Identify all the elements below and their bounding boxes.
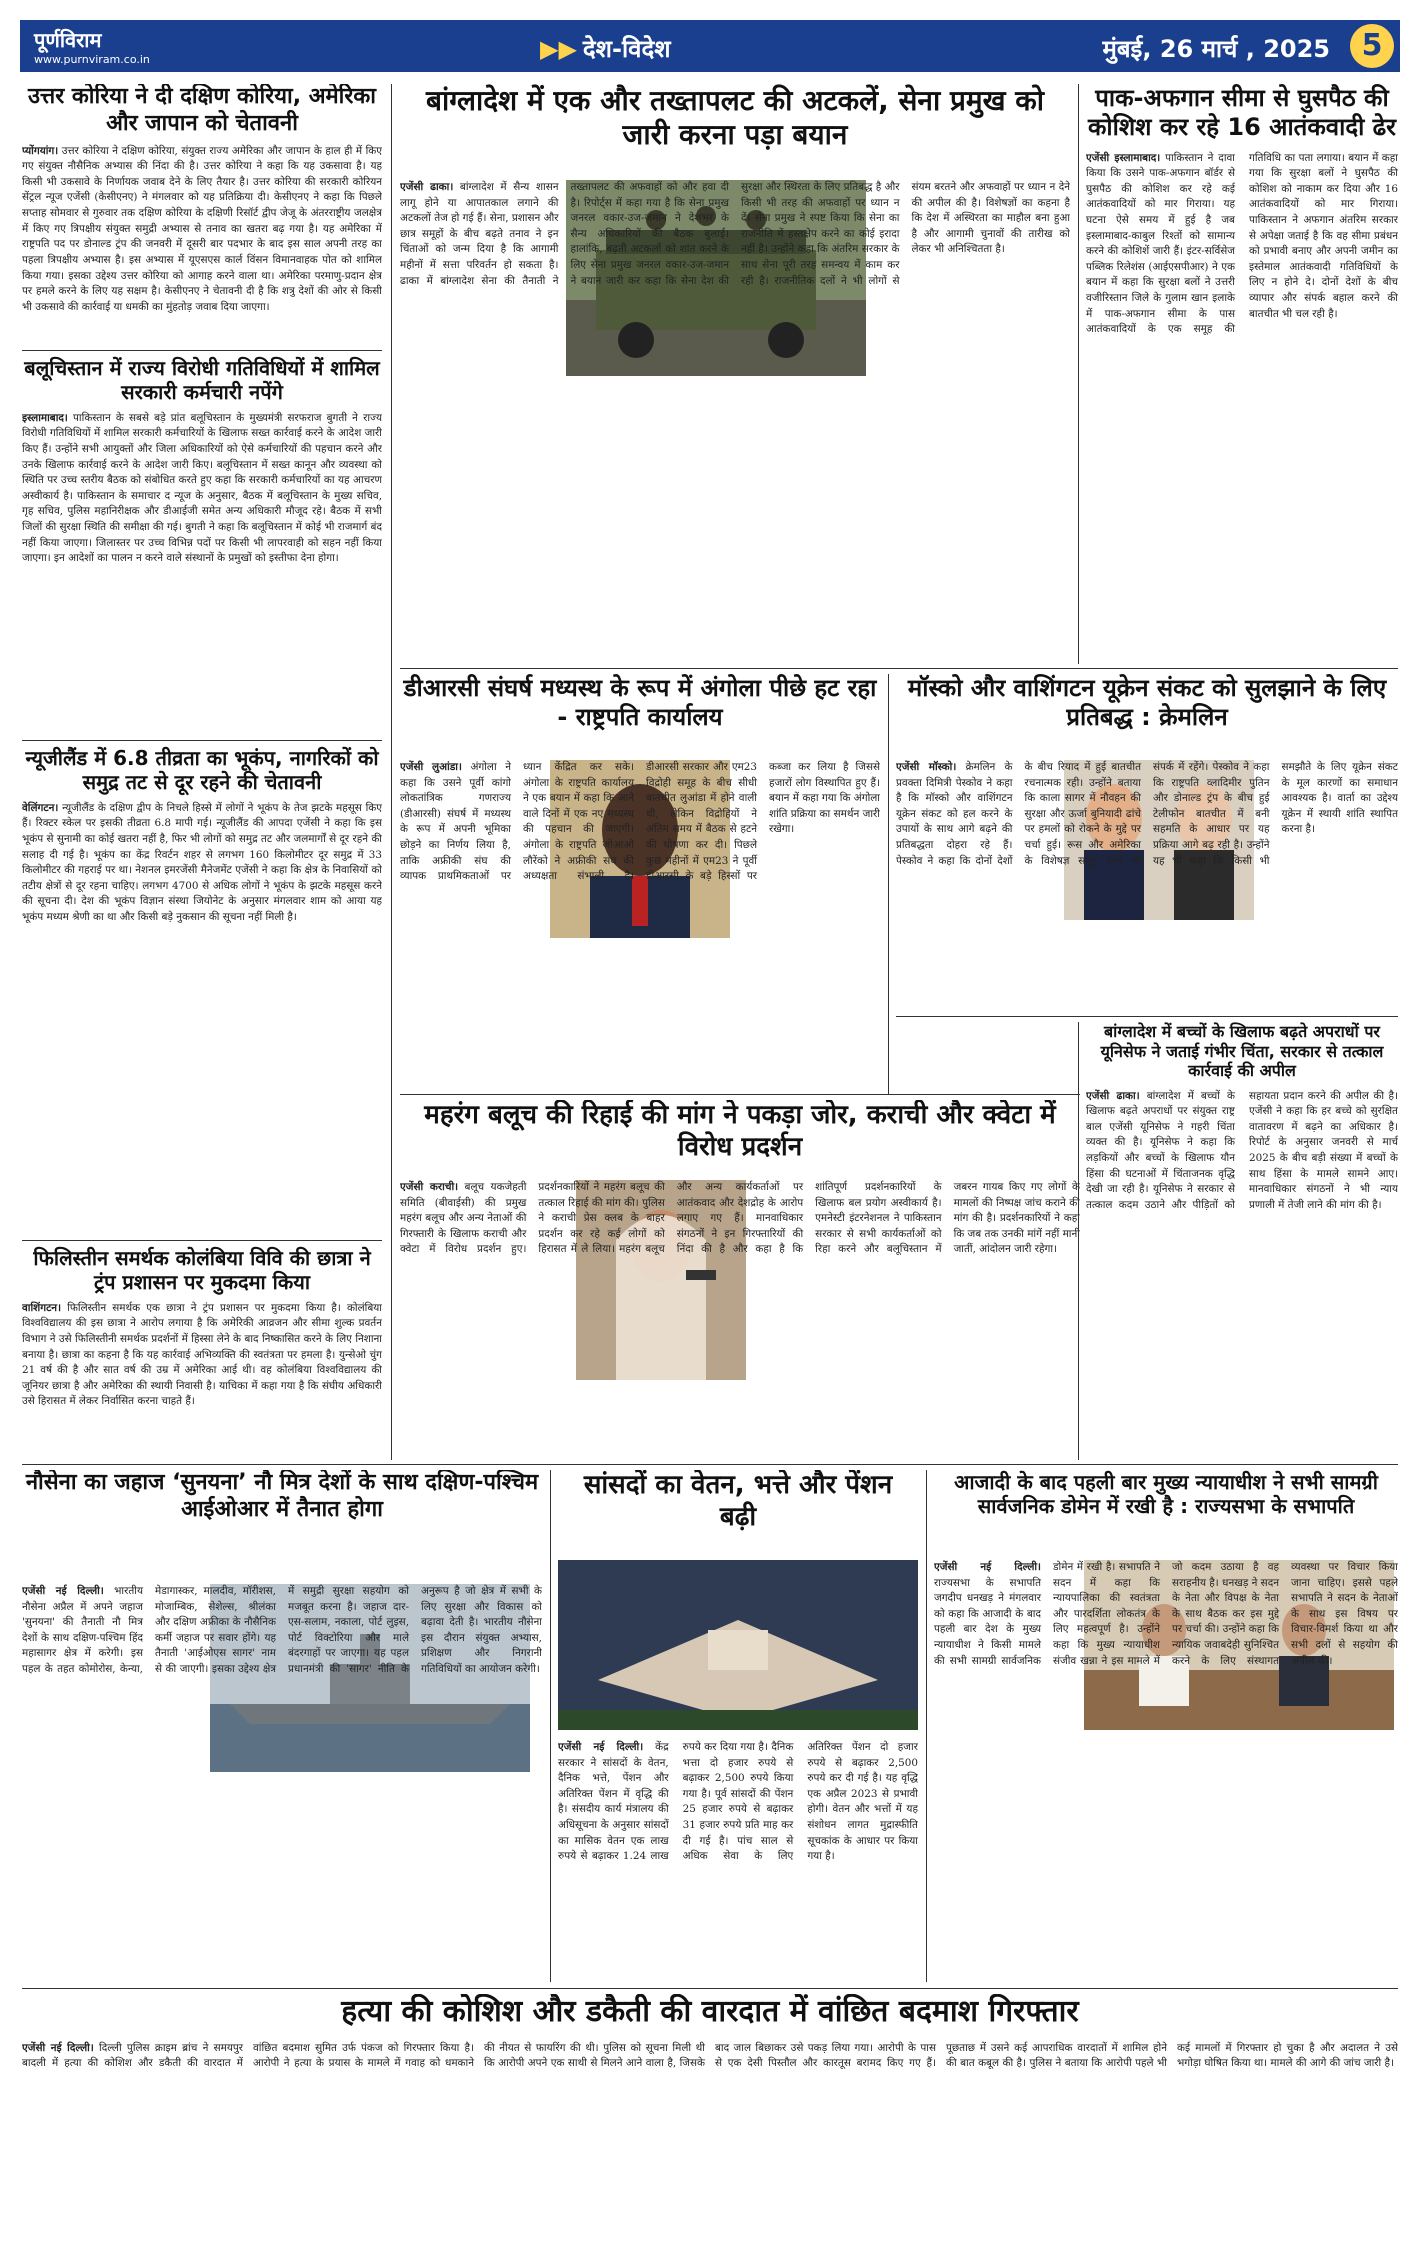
article-karachi-protest: [400, 1100, 1080, 1458]
page-number-badge: 5: [1350, 24, 1394, 68]
article-columbia: [22, 1246, 382, 1458]
article-mp-salary: [558, 1470, 918, 1982]
divider: [22, 1988, 1398, 1989]
section-title: [540, 32, 671, 65]
divider: [400, 668, 1398, 669]
paper-name: पूर्णविराम: [34, 28, 102, 52]
article-body: [1086, 1089, 1398, 1449]
masthead: [20, 20, 1400, 72]
article-byline: वेलिंगटन।: [22, 801, 59, 814]
article-navy-sunayna: [22, 1470, 542, 1982]
column-divider: [1078, 1022, 1079, 1460]
article-body: [22, 2041, 1398, 2219]
article-text: क्रेमलिन के प्रवक्ता दिमित्री पेस्कोव ने कहा है कि मॉस्को और वाशिंगटन यूक्रेन संकट को हल करने के उपायों के साथ आगे बढ़ने की प्रतिबद्धता दोहरा रहे हैं। पेस्कोव ने कहा कि दोनों देशों के बीच रियाद में हुई बातचीत रचनात्मक रही। उन्होंने बताया कि काला सागर में नौवहन की सुरक्षा और ऊर्जा बुनियादी ढांचे पर हमलों को रोकने के मुद्दे पर चर्चा हुई। रूस और अमेरिका के विशेषज्ञ समूह आगे भी संपर्क में रहेंगे। पेस्कोव ने कहा कि राष्ट्रपति व्लादिमीर पुतिन और डोनाल्ड ट्रंप के बीच हुई टेलीफोन बातचीत में बनी सहमति के आधार पर यह प्रक्रिया आगे बढ़ रही है। उन्होंने यह भी कहा कि किसी भी समझौते के लिए यूक्रेन संकट के मूल कारणों का समाधान आवश्यक है। वार्ता का उद्देश्य यूक्रेन में स्थायी शांति स्थापित करना है।: [896, 761, 1398, 867]
article-body: [400, 1180, 1080, 1456]
article-headline: महरंग बलूच की रिहाई की मांग ने पकड़ा जोर, कराची और क्वेटा में विरोध प्रदर्शन: [424, 1100, 1056, 1162]
article-text: बांग्लादेश में सैन्य शासन लागू होने या आपातकाल लगाने की अटकलों तेज हो गई हैं। सेना, प्रशासन और छात्र समूहों के बीच बढ़ते तनाव ने इन चिंताओं को जन्म दिया है कि आगामी महीनों में सत्ता परिवर्तन हो सकता है। ढाका में बांग्लादेश सेना की तैनाती ने तख्तापलट की अफवाहों को और हवा दी है। रिपोर्ट्स में कहा गया है कि सेना प्रमुख जनरल वकार-उज-जमान ने देशभर के सैन्य अधिकारियों की बैठक बुलाई। हालांकि, बढ़ती अटकलों को शांत करने के लिए सेना प्रमुख जनरल वकार-उज-जमान ने बयान जारी कर कहा कि सेना देश की सुरक्षा और स्थिरता के लिए प्रतिबद्ध है और किसी भी तरह की अफवाहों पर ध्यान न दें। सेना प्रमुख ने स्पष्ट किया कि सेना का राजनीति में हस्तक्षेप करने का कोई इरादा नहीं है। उन्होंने कहा कि अंतरिम सरकार के साथ सेना पूरी तरह समन्वय में काम कर रही है। राजनीतिक दलों ने भी लोगों से संयम बरतने और अफवाहों पर ध्यान न देने की अपील की है। विशेषज्ञों का कहना है कि देश में अस्थिरता का माहौल बना हुआ है और आगामी चुनावों की तारीख को लेकर भी अनिश्चितता है।: [400, 181, 1070, 287]
article-byline: एजेंसी ढाका।: [1086, 1089, 1140, 1102]
section-arrows-icon: ▶▶: [540, 35, 577, 63]
article-byline: एजेंसी मॉस्को।: [896, 761, 957, 773]
article-headline: हत्या की कोशिश और डकैती की वारदात में वांछित बदमाश गिरफ्तार: [341, 1994, 1079, 2029]
article-balochistan: [22, 356, 382, 736]
article-body: [400, 180, 1070, 656]
article-byline: एजेंसी कराची।: [400, 1181, 459, 1193]
parliament-art: [558, 1560, 918, 1730]
divider: [22, 1464, 1398, 1465]
article-byline: एजेंसी लुआंडा।: [400, 761, 462, 773]
article-north-korea: [22, 84, 382, 346]
article-headline: उत्तर कोरिया ने दी दक्षिण कोरिया, अमेरिका और जापान को चेतावनी: [28, 84, 376, 136]
article-headline: बलूचिस्तान में राज्य विरोधी गतिविधियों में शामिल सरकारी कर्मचारी नपेंगे: [24, 356, 380, 405]
article-body: [22, 1584, 542, 1978]
article-pak-afghan: [1086, 84, 1398, 662]
article-headline: नौसेना का जहाज ‘सुनयना’ नौ मित्र देशों के साथ दक्षिण-पश्चिम आईओआर में तैनात होगा: [25, 1470, 539, 1522]
article-byline: एजेंसी इस्लामाबाद।: [1086, 151, 1161, 164]
article-text: बलूच यकजेहती समिति (बीवाईसी) की प्रमुख महरंग बलूच और अन्य नेताओं की गिरफ्तारी के खिलाफ कराची और क्वेटा में विरोध प्रदर्शन हुए। प्रदर्शनकारियों ने महरंग बलूच की तत्काल रिहाई की मांग की। पुलिस ने कराची प्रेस क्लब के बाहर प्रदर्शन कर रहे कई लोगों को हिरासत में ले लिया। महरंग बलूच और अन्य कार्यकर्ताओं पर आतंकवाद और देशद्रोह के आरोप लगाए गए हैं। मानवाधिकार संगठनों ने इन गिरफ्तारियों की निंदा की है और कहा है कि शांतिपूर्ण प्रदर्शनकारियों के खिलाफ बल प्रयोग अस्वीकार्य है। एमनेस्टी इंटरनेशनल ने पाकिस्तान सरकार से सभी कार्यकर्ताओं को रिहा करने और बलूचिस्तान में जबरन गायब किए गए लोगों के मामलों की निष्पक्ष जांच कराने की मांग की है। प्रदर्शनकारियों ने कहा कि जब तक उनकी मांगें नहीं मानी जातीं, आंदोलन जारी रहेगा।: [400, 1181, 1080, 1256]
column-divider: [391, 84, 392, 1460]
article-text: राज्यसभा के सभापति जगदीप धनखड़ ने मंगलवार को कहा कि आजादी के बाद पहली बार देश के मुख्य न्यायाधीश ने किसी मामले की सभी सामग्री सार्वजनिक डोमेन में रखी है। सभापति ने सदन में कहा कि न्यायपालिका की स्वतंत्रता और पारदर्शिता लोकतंत्र के लिए महत्वपूर्ण है। उन्होंने कहा कि मुख्य न्यायाधीश संजीव खन्ना ने इस मामले में जो कदम उठाया है वह सराहनीय है। धनखड़ ने सदन के नेता और विपक्ष के नेता के साथ बैठक कर इस मुद्दे पर चर्चा की। उन्होंने कहा कि न्यायिक जवाबदेही सुनिश्चित करने के लिए संस्थागत व्यवस्था पर विचार किया जाना चाहिए। इससे पहले सभापति ने सदन के नेताओं के साथ इस विषय पर विचार-विमर्श किया था और सभी दलों से सहयोग की अपील की।: [934, 1561, 1398, 1667]
divider: [22, 350, 382, 351]
article-headline: मॉस्को और वाशिंगटन यूक्रेन संकट को सुलझाने के लिए प्रतिबद्ध : क्रेमलिन: [907, 674, 1387, 732]
article-text: अंगोला ने कहा कि उसने पूर्वी कांगो लोकतांत्रिक गणराज्य (डीआरसी) संघर्ष में मध्यस्थ के रूप में अपनी भूमिका छोड़ने का निर्णय लिया है, ताकि अफ्रीकी संघ की व्यापक प्राथमिकताओं पर ध्यान केंद्रित कर सके। अंगोला के राष्ट्रपति कार्यालय ने एक बयान में कहा कि आने वाले दिनों में एक नए मध्यस्थ की पहचान की जाएगी। अंगोला के राष्ट्रपति जोआओ लौरेंको ने अफ्रीकी संघ की अध्यक्षता संभाली है। डीआरसी सरकार और एम23 विद्रोही समूह के बीच सीधी बातचीत लुआंडा में होने वाली थी, लेकिन विद्रोहियों ने अंतिम समय में बैठक से हटने की घोषणा कर दी। पिछले कुछ महीनों में एम23 ने पूर्वी डीआरसी के बड़े हिस्सों पर कब्जा कर लिया है जिससे हजारों लोग विस्थापित हुए हैं। बयान में कहा गया कि अंगोला शांति प्रक्रिया का समर्थन जारी रखेगा।: [400, 761, 880, 883]
article-headline: डीआरसी संघर्ष मध्यस्थ के रूप में अंगोला पीछे हट रहा - राष्ट्रपति कार्यालय: [403, 674, 877, 732]
article-body: [22, 411, 382, 567]
article-byline: एजेंसी नई दिल्ली।: [22, 1585, 104, 1597]
article-body: [22, 144, 382, 316]
article-text: पाकिस्तान के सबसे बड़े प्रांत बलूचिस्तान के मुख्यमंत्री सरफराज बुगती ने राज्य विरोधी गतिविधियों में शामिल सरकारी कर्मचारियों के खिलाफ सख्त कार्रवाई करने के आदेश जारी किए हैं। उन्होंने सभी आयुक्तों और जिला अधिकारियों को ऐसे कर्मचारियों की पहचान करने और उनके खिलाफ कार्रवाई करने के आदेश जारी किए। बलूचिस्तान में सख्त कानून और व्यवस्था को स्थिति पर उच्च स्तरीय बैठक को संबोधित करते हुए कहा कि सरकारी कर्मचारियों का यह आचरण अस्वीकार्य है। पाकिस्तान के समाचार द न्यूज के अनुसार, बैठक में बलूचिस्तान के मुख्य सचिव, गृह सचिव, पुलिस महानिरीक्षक और डीआईजी समेत अन्य अधिकारी मौजूद रहे। बैठक में सभी जिलों की सुरक्षा स्थिति की समीक्षा की गई। बुगती ने कहा कि बलूचिस्तान में कोई भी राजमार्ग बंद नहीं किया जाएगा। जिलास्तर पर उच्च विभिन्न पदों पर किसी भी लापरवाही को सहन नहीं किया जाएगा। इन आदेशों का पालन न करने वाले संस्थानों के प्रमुखों को इस्तीफा देना होगा।: [22, 411, 382, 565]
divider: [22, 1240, 382, 1241]
column-divider: [550, 1470, 551, 1982]
article-chief-justice: [934, 1470, 1398, 1982]
article-body: [22, 1301, 382, 1410]
article-angola: [400, 674, 880, 1088]
article-text: न्यूजीलैंड के दक्षिण द्वीप के निचले हिस्से में लोगों ने भूकंप के तेज झटके महसूस किए हैं। रिक्टर स्केल पर इसकी तीव्रता 6.8 मापी गई। न्यूजीलैंड की आपदा एजेंसी ने कहा कि इस भूकंप से सुनामी का कोई खतरा नहीं है, फिर भी लोगों को समुद्र तट और जलमार्गों से दूर रहने की सलाह दी गई है। भूकंप का केंद्र रिवर्टन शहर से लगभग 160 किलोमीटर दूर समुद्र में 33 किलोमीटर की गहराई पर था। नेशनल इमरजेंसी मैनेजमेंट एजेंसी ने कहा कि क्षेत्र के निवासियों को तटीय क्षेत्रों से दूर रहना चाहिए। लगभग 4700 से अधिक लोगों ने भूकंप के झटके महसूस करने की सूचना दी। देश की भूकंप विज्ञान संस्था जियोनेट के अनुसार मंगलवार शाम को आया यह भूकंप मध्यम श्रेणी का था और किसी बड़े नुकसान की सूचना नहीं मिली है।: [22, 801, 382, 924]
article-byline: एजेंसी नई दिल्ली।: [22, 2041, 94, 2054]
divider: [22, 740, 382, 741]
article-body: [1086, 151, 1398, 641]
column-divider: [926, 1470, 927, 1982]
issue-date: मुंबई, 26 मार्च , 2025: [1102, 35, 1330, 63]
article-crime: [22, 1994, 1398, 2230]
article-headline: आजादी के बाद पहली बार मुख्य न्यायाधीश ने सभी सामग्री सार्वजनिक डोमेन में रखी है : राज्यसभा के सभापति: [954, 1470, 1378, 1519]
article-text: बांग्लादेश में बच्चों के खिलाफ बढ़ते अपराधों पर संयुक्त राष्ट्र बाल एजेंसी यूनिसेफ ने गहरी चिंता व्यक्त की है। यूनिसेफ ने कहा कि लड़कियों और बच्चों के खिलाफ यौन हिंसा की घटनाओं में चिंताजनक वृद्धि देखी जा रही है। यूनिसेफ ने सरकार से तत्काल कदम उठाने और पीड़ितों को सहायता प्रदान करने की अपील की है। एजेंसी ने कहा कि हर बच्चे को सुरक्षित वातावरण में बढ़ने का अधिकार है। रिपोर्ट के अनुसार जनवरी से मार्च 2025 के बीच बड़ी संख्या में बच्चों के साथ हिंसा के मामले सामने आए। मानवाधिकार संगठनों ने भी न्याय प्रणाली में तेजी लाने की मांग की है।: [1086, 1089, 1398, 1211]
article-body: [22, 801, 382, 926]
divider: [400, 1094, 1080, 1095]
parliament-photo: [558, 1560, 918, 1730]
article-body: [400, 760, 880, 1084]
article-text: केंद्र सरकार ने सांसदों के वेतन, दैनिक भत्ते, पेंशन और अतिरिक्त पेंशन में वृद्धि की है। संसदीय कार्य मंत्रालय की अधिसूचना के अनुसार सांसदों का मासिक वेतन एक लाख रुपये से बढ़ाकर 1.24 लाख रुपये कर दिया गया है। दैनिक भत्ता दो हजार रुपये से बढ़ाकर 2,500 रुपये किया गया है। पूर्व सांसदों की पेंशन 25 हजार रुपये से बढ़ाकर 31 हजार रुपये प्रति माह कर दी गई है। पांच साल से अधिक सेवा के लिए अतिरिक्त पेंशन दो हजार रुपये से बढ़ाकर 2,500 रुपये कर दी गई है। यह वृद्धि एक अप्रैल 2023 से प्रभावी होगी। वेतन और भत्तों में यह संशोधन लागत मुद्रास्फीति सूचकांक के आधार पर किया गया है।: [558, 1741, 918, 1863]
article-headline: न्यूजीलैंड में 6.8 तीव्रता का भूकंप, नागरिकों को समुद्र तट से दूर रहने की चेतावनी: [25, 746, 379, 795]
article-byline: वाशिंगटन।: [22, 1301, 62, 1314]
article-text: फिलिस्तीन समर्थक एक छात्रा ने ट्रंप प्रशासन पर मुकदमा किया है। कोलंबिया विश्वविद्यालय की इस छात्रा ने आरोप लगाया है कि अमेरिकी आव्रजन और सीमा शुल्क प्रवर्तन विभाग ने उसे फिलिस्तीनी समर्थक प्रदर्शनों में हिस्सा लेने के बाद निष्कासित करने के लिए निशाना बनाया है। छात्रा का कहना है कि यह कार्रवाई अभिव्यक्ति की स्वतंत्रता पर हमला है। युन्सेओ चुंग 21 वर्ष की है और सात वर्ष की उम्र में अमेरिका आई थी। वह कोलंबिया विश्वविद्यालय की जूनियर छात्रा है और अमेरिका की स्थायी निवासी है। याचिका में कहा गया है कि संघीय अधिकारी उसे हिरासत में लेकर निर्वासित करना चाहते हैं।: [22, 1301, 382, 1408]
paper-url: www.purnviram.co.in: [34, 53, 150, 66]
section-label: देश-विदेश: [582, 35, 671, 63]
article-bangladesh-army: [400, 84, 1070, 662]
article-body: [896, 760, 1398, 1008]
article-headline: बांग्लादेश में एक और तख्तापलट की अटकलें, सेना प्रमुख को जारी करना पड़ा बयान: [425, 84, 1045, 152]
column-divider: [1078, 84, 1079, 664]
article-text: दिल्ली पुलिस क्राइम ब्रांच ने समयपुर बादली में हत्या की कोशिश और डकैती की वारदात में वांछित बदमाश सुमित उर्फ पंकज को गिरफ्तार किया है। आरोपी ने हत्या के प्रयास के मामले में गवाह को धमकाने की नीयत से फायरिंग की थी। पुलिस को सूचना मिली थी कि आरोपी अपने एक साथी से मिलने आने वाला है, जिसके बाद जाल बिछाकर उसे पकड़ लिया गया। आरोपी के पास से एक देसी पिस्तौल और कारतूस बरामद किए गए हैं। पूछताछ में उसने कई आपराधिक वारदातों में शामिल होने की बात कबूल की है। पुलिस ने बताया कि आरोपी पहले भी कई मामलों में गिरफ्तार हो चुका है और अदालत ने उसे भगोड़ा घोषित किया था। मामले की आगे की जांच जारी है।: [22, 2041, 1398, 2070]
article-text: उत्तर कोरिया ने दक्षिण कोरिया, संयुक्त राज्य अमेरिका और जापान के हाल ही में किए गए संयुक्त नौसैनिक अभ्यास की निंदा की है। उत्तर कोरिया ने कहा कि यह उकसावा है। यह किसी भी उकसावे के निर्णायक जवाब देने के लिए तैयार है। उत्तर कोरिया की सरकारी कोरियन सेंट्रल न्यूज एजेंसी (केसीएनए) ने मंगलवार को यह प्रतिक्रिया दी। केसीएनए ने कहा कि पिछले सप्ताह सोमवार से गुरुवार तक दक्षिण कोरिया के दक्षिणी रिसॉर्ट द्वीप जेजू के अंतरराष्ट्रीय जलक्षेत्र में किए गए त्रिपक्षीय संयुक्त समुद्री अभ्यास से तनाव का खतरा बढ़ गया है। यह अमेरिका में राष्ट्रपति पद पर डोनाल्ड ट्रंप की जनवरी में दूसरी बार पदभार के बाद इस साल अपनी तरह का पहला त्रिपक्षीय अभ्यास है। इस अभ्यास में यूएसएस कार्ल विंसन विमानवाहक पोत को शामिल किया गया। इसका उद्देश्य उत्तर कोरिया को आगाह करने वाला था। अमेरिका परमाणु-प्रदान क्षेत्र पर हमले करने के लिए यह सक्षम है। केसीएनए ने चेतावनी दी है कि शत्रु देशों की ओर से किसी भी उकसावे की कार्रवाई या धमकी का मुंहतोड़ जवाब दिया जाएगा।: [22, 144, 382, 313]
article-headline: बांग्लादेश में बच्चों के खिलाफ बढ़ते अपराधों पर यूनिसेफ ने जताई गंभीर चिंता, सरकार से तत्काल कार्रवाई की अपील: [1100, 1022, 1384, 1081]
article-text: पाकिस्तान ने दावा किया कि उसने पाक-अफगान बॉर्डर से घुसपैठ की कोशिश कर रहे कई आतंकवादियों को मार गिराया। यह घटना ऐसे समय में हुई है जब इस्लामाबाद-काबुल रिश्तों को सामान्य करने की कोशिशें जारी हैं। इंटर-सर्विसेज पब्लिक रिलेशंस (आईएसपीआर) ने एक बयान में कहा कि सुरक्षा बलों ने उत्तरी वजीरिस्तान जिले के गुलाम खान इलाके में पाक-अफगान सीमा के पास आतंकवादियों के एक समूह की गतिविधि का पता लगाया। बयान में कहा गया कि सुरक्षा बलों ने घुसपैठ की कोशिश को नाकाम कर दिया और 16 आतंकवादियों को मार गिराया। पाकिस्तान ने अफगान अंतरिम सरकार से अपेक्षा जताई है कि वह सीमा प्रबंधन को प्रभावी बनाए और अपनी जमीन का इस्तेमाल आतंकवादी गतिविधियों के लिए न होने दे। दोनों देशों के बीच व्यापार और संपर्क बहाल करने की बातचीत भी चल रही है।: [1086, 151, 1398, 336]
article-byline: एजेंसी नई दिल्ली।: [558, 1741, 644, 1753]
article-headline: सांसदों का वेतन, भत्ते और पेंशन बढ़ी: [583, 1470, 893, 1532]
article-byline: एजेंसी नई दिल्ली।: [934, 1561, 1041, 1573]
article-byline: इस्लामाबाद।: [22, 411, 68, 424]
divider: [896, 1016, 1398, 1017]
article-byline: एजेंसी ढाका।: [400, 181, 454, 193]
article-body: [934, 1560, 1398, 1978]
masthead-brand: [34, 26, 150, 66]
article-text: भारतीय नौसेना अप्रैल में अपने जहाज 'सुनयना' की तैनाती नौ मित्र देशों के साथ दक्षिण-पश्चिम हिंद महासागर क्षेत्र में करेगी। इस पहल के तहत कोमोरोस, केन्या, मेडागास्कर, मालदीव, मॉरीशस, मोजाम्बिक, सेशेल्स, श्रीलंका और दक्षिण अफ्रीका के नौसैनिक कर्मी जहाज पर सवार होंगे। यह तैनाती 'आईओएस सागर' नाम से की जाएगी। इसका उद्देश्य क्षेत्र में समुद्री सुरक्षा सहयोग को मजबूत करना है। जहाज दार-एस-सलाम, नकाला, पोर्ट लुइस, पोर्ट विक्टोरिया और माले बंदरगाहों पर जाएगा। यह पहल प्रधानमंत्री की 'सागर' नीति के अनुरूप है जो क्षेत्र में सभी के लिए सुरक्षा और विकास को बढ़ावा देती है। भारतीय नौसेना इस दौरान संयुक्त अभ्यास, प्रशिक्षण और निगरानी गतिविधियों का आयोजन करेगी।: [22, 1585, 542, 1676]
article-headline: पाक-अफगान सीमा से घुसपैठ की कोशिश कर रहे 16 आतंकवादी ढेर: [1088, 84, 1396, 142]
article-headline: फिलिस्तीन समर्थक कोलंबिया विवि की छात्रा ने ट्रंप प्रशासन पर मुकदमा किया: [33, 1246, 371, 1295]
article-byline: प्योंगयांग।: [22, 144, 59, 157]
column-divider: [888, 674, 889, 1094]
article-moscow: [896, 674, 1398, 1012]
article-bangladesh-children: [1086, 1022, 1398, 1458]
article-nz-quake: [22, 746, 382, 1236]
article-body: [558, 1740, 918, 1978]
